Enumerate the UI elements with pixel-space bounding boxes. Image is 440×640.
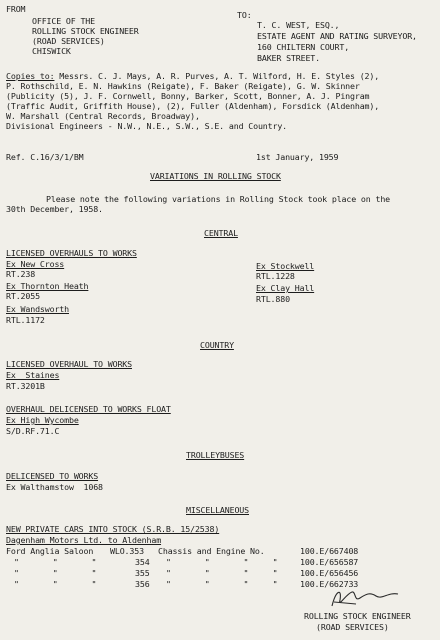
copies-line-2: P. Rothschild, E. N. Hawkins (Reigate), F. Baker (Reigate), G. W. Skinner: [6, 81, 360, 91]
country-entry2-from: Ex High Wycombe: [6, 415, 79, 425]
reference: Ref. C.16/3/1/BM: [6, 152, 84, 162]
row-reg: 354: [135, 557, 150, 567]
row-reg: 356: [135, 579, 150, 589]
central-right-code-2: RTL.880: [256, 294, 290, 304]
intro-line-2: 30th December, 1958.: [6, 204, 103, 214]
central-left-from-3: Ex Wandsworth: [6, 304, 69, 314]
row-number: 100.E/656456: [300, 568, 359, 578]
to-label: TO:: [237, 10, 252, 20]
table-row: [14, 580, 96, 589]
country-entry-from: Ex Staines: [6, 370, 60, 380]
row-mid: " " " ": [166, 568, 278, 578]
row-mid: " " " ": [166, 557, 278, 567]
to-line-1: T. C. WEST, ESQ.,: [257, 20, 340, 30]
row-desc: " " ": [14, 568, 97, 578]
central-heading: CENTRAL: [204, 228, 238, 238]
letter-date: 1st January, 1959: [256, 152, 339, 162]
country-subheading-2: OVERHAUL DELICENSED TO WORKS FLOAT: [6, 404, 171, 414]
misc-supplier: Dagenham Motors Ltd. to Aldenham: [6, 535, 162, 545]
row-reg: WLO.353: [110, 546, 144, 556]
copies-line-5: W. Marshall (Central Records, Broadway),: [6, 111, 200, 121]
country-entry2-code: S/D.RF.71.C: [6, 426, 60, 436]
central-right-code-1: RTL.1228: [256, 271, 295, 281]
to-line-4: BAKER STREET.: [257, 53, 320, 63]
row-number: 100.E/662733: [300, 579, 359, 589]
signature-scrawl: [326, 584, 406, 612]
central-right-from-1: Ex Stockwell: [256, 261, 315, 271]
central-left-code-3: RTL.1172: [6, 315, 45, 325]
trolleybuses-entry: Ex Walthamstow 1068: [6, 482, 103, 492]
country-subheading: LICENSED OVERHAUL TO WORKS: [6, 359, 132, 369]
copies-line-6: Divisional Engineers - N.W., N.E., S.W., S.E. and Country.: [6, 121, 288, 131]
table-row: [14, 558, 96, 567]
trolleybuses-heading: TROLLEYBUSES: [186, 450, 245, 460]
signature-subtitle: (ROAD SERVICES): [316, 622, 389, 632]
from-line-4: CHISWICK: [32, 46, 71, 56]
trolleybuses-subheading: DELICENSED TO WORKS: [6, 471, 99, 481]
copies-label: Copies to:: [6, 71, 55, 81]
country-entry-code: RT.3201B: [6, 381, 45, 391]
row-desc: " " ": [14, 557, 97, 567]
to-line-3: 160 CHILTERN COURT,: [257, 42, 350, 52]
intro-line-1: Please note the following variations in Rolling Stock took place on the: [46, 194, 391, 204]
from-line-2: ROLLING STOCK ENGINEER: [32, 26, 139, 36]
row-mid: " " " ": [166, 579, 278, 589]
copies-line-1: Messrs. C. J. Mays, A. R. Purves, A. T. Wilford, H. E. Styles (2),: [54, 71, 380, 81]
copies-line-4: (Traffic Audit, Griffith House), (2), Fuller (Aldenham), Forsdick (Aldenham),: [6, 101, 380, 111]
row-reg: 355: [135, 568, 150, 578]
row-desc: " " ": [14, 579, 97, 589]
signature-title: ROLLING STOCK ENGINEER: [304, 611, 411, 621]
table-row: [14, 569, 96, 578]
copies-block: [6, 72, 379, 81]
central-left-from-2: Ex Thornton Heath: [6, 281, 89, 291]
to-line-2: ESTATE AGENT AND RATING SURVEYOR,: [257, 31, 417, 41]
central-subheading: LICENSED OVERHAULS TO WORKS: [6, 248, 137, 258]
from-line-1: OFFICE OF THE: [32, 16, 95, 26]
row-desc: Ford Anglia Saloon: [6, 546, 94, 556]
central-left-from-1: Ex New Cross: [6, 259, 65, 269]
document-title: VARIATIONS IN ROLLING STOCK: [150, 171, 281, 181]
misc-subheading: NEW PRIVATE CARS INTO STOCK (S.R.B. 15/2538): [6, 524, 220, 534]
row-number: 100.E/667408: [300, 546, 359, 556]
copies-line-3: (Publicity (5), J. F. Cornwell, Bonny, Barker, Scott, Bonner, A. J. Pingram: [6, 91, 370, 101]
from-line-3: (ROAD SERVICES): [32, 36, 105, 46]
central-right-from-2: Ex Clay Hall: [256, 283, 315, 293]
row-mid: Chassis and Engine No.: [158, 546, 265, 556]
from-label: FROM: [6, 4, 26, 14]
central-left-code-2: RT.2055: [6, 291, 40, 301]
central-left-code-1: RT.238: [6, 269, 36, 279]
misc-heading: MISCELLANEOUS: [186, 505, 249, 515]
country-heading: COUNTRY: [200, 340, 234, 350]
row-number: 100.E/656587: [300, 557, 359, 567]
table-row: [6, 547, 93, 556]
